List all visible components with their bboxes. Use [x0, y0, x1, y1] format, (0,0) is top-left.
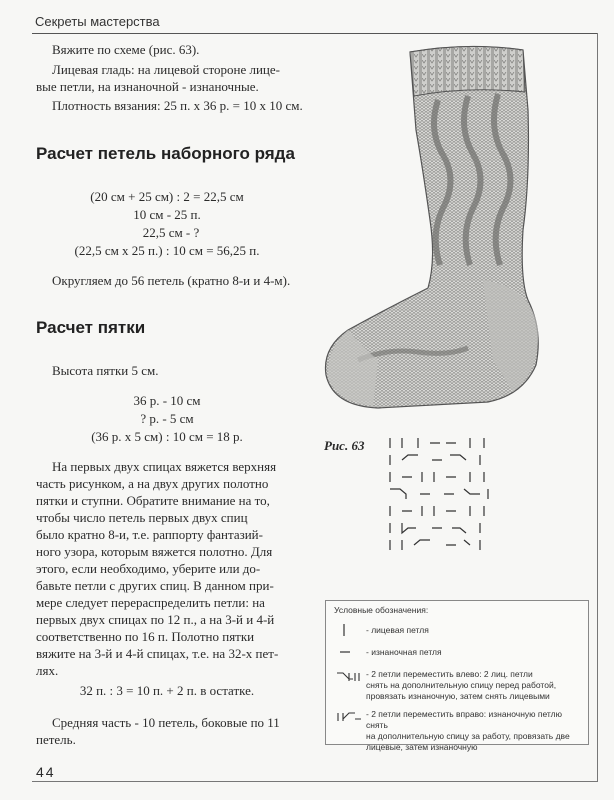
- calc-line: (22,5 см х 25 п.) : 10 см = 56,25 п.: [74, 243, 260, 258]
- paragraph-line: вяжите на 3-й и 4-й спицах, т.е. на 32-х пет-: [36, 646, 279, 661]
- paragraph-line: этого, если необходимо, уберите или до-: [36, 561, 261, 576]
- calc-line: 10 см - 25 п.: [133, 207, 201, 222]
- legend-text: на дополнительную спицу за работу, провязать две: [366, 731, 570, 741]
- paragraph-line: ного узора, которым вяжется полотно. Для: [36, 544, 273, 559]
- calc-line: (20 см + 25 см) : 2 = 22,5 см: [90, 189, 244, 204]
- intro-line-1: Вяжите по схеме (рис. 63).: [52, 42, 200, 57]
- cross-left-icon: [336, 669, 362, 683]
- intro-line-3: вые петли, на изнаночной - изнаночные.: [36, 79, 259, 94]
- paragraph-line: соответственно по 16 п. Полотно пятки: [36, 629, 255, 644]
- page-number: 44: [36, 764, 56, 780]
- paragraph-line: было кратно 8-и, т.е. раппорту фантазий-: [36, 527, 263, 542]
- paragraph-line: часть рисунком, а на двух других полотно: [36, 476, 269, 491]
- calc-line: 36 р. - 10 см: [133, 393, 201, 408]
- legend-text: лицевые, затем изнаночную: [366, 742, 478, 752]
- paragraph-line: бавьте петли с других спиц. В данном при-: [36, 578, 274, 593]
- middle-part-line-1: Средняя часть - 10 петель, боковые по 11: [52, 715, 280, 730]
- figure-label: Рис. 63: [324, 438, 365, 453]
- legend-text: - 2 петли переместить вправо: изнаночную петлю снять: [366, 709, 562, 730]
- paragraph-line: чтобы число петель первых двух спиц: [36, 510, 248, 525]
- paragraph-line: На первых двух спицах вяжется верхняя: [52, 459, 277, 474]
- running-header: Секреты мастерства: [35, 14, 160, 29]
- purl-stitch-icon: [336, 645, 362, 659]
- intro-line-2: Лицевая гладь: на лицевой стороне лице-: [52, 62, 280, 77]
- legend-text: - изнаночная петля: [366, 647, 442, 657]
- middle-part-line-2: петель.: [36, 732, 76, 747]
- paragraph-line: лях.: [36, 663, 59, 678]
- heel-height: Высота пятки 5 см.: [52, 363, 159, 378]
- legend-text: - 2 петли переместить влево: 2 лиц. петли: [366, 669, 533, 679]
- paragraph-line: пятки и ступни. Обратите внимание на то,: [36, 493, 270, 508]
- legend-title: Условные обозначения:: [334, 605, 429, 615]
- rounding-note: Округляем до 56 петель (кратно 8-и и 4-м).: [52, 273, 291, 288]
- remainder-calc: 32 п. : 3 = 10 п. + 2 п. в остатке.: [79, 683, 255, 698]
- legend-text: снять на дополнительную спицу перед работой,: [366, 680, 557, 690]
- footer-rule: [32, 781, 598, 782]
- calc-line: ? р. - 5 см: [140, 411, 194, 426]
- heel-paragraph: [36, 458, 298, 679]
- calc-line: (36 р. х 5 см) : 10 см = 18 р.: [91, 429, 243, 444]
- paragraph-line: первых двух спицах по 12 п., а на 3-й и 4-й: [36, 612, 275, 627]
- legend-text: провязать изнаночную, затем снять лицевыми: [366, 691, 550, 701]
- section-title-cast-on: Расчет петель наборного ряда: [36, 144, 295, 163]
- knitted-sock-illustration: [318, 30, 578, 420]
- right-margin-rule: [597, 33, 598, 781]
- section-title-heel: Расчет пятки: [36, 318, 146, 337]
- legend-box: [325, 600, 589, 752]
- knitting-chart: [380, 430, 500, 560]
- knit-stitch-icon: [336, 623, 362, 637]
- cross-right-icon: [336, 709, 362, 723]
- legend-text: - лицевая петля: [366, 625, 429, 635]
- intro-line-4: Плотность вязания: 25 п. х 36 р. = 10 х 10 см.: [52, 98, 303, 113]
- calc-line: 22,5 см - ?: [142, 225, 200, 240]
- paragraph-line: мере следует перераспределить петли: на: [36, 595, 265, 610]
